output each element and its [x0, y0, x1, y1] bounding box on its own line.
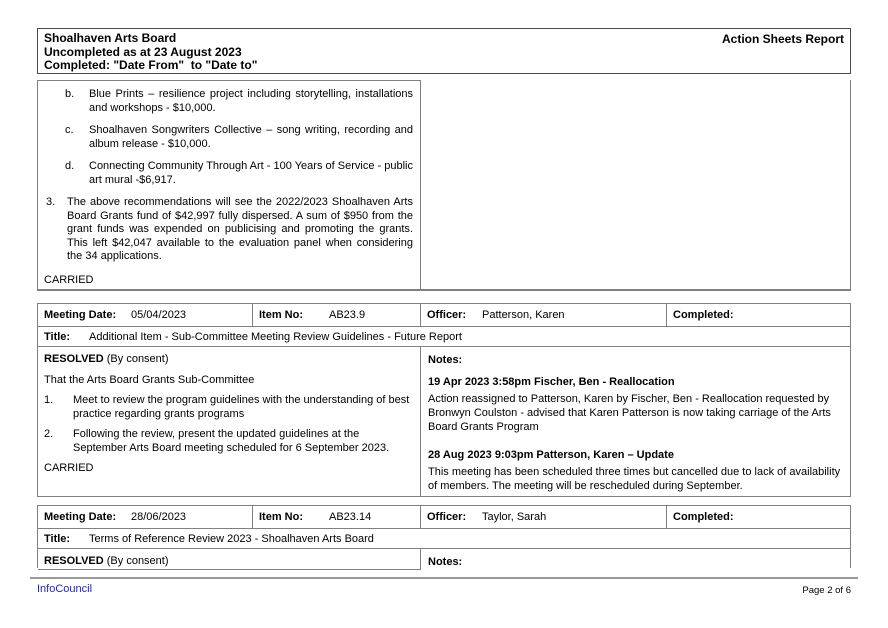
resolved-line — [44, 353, 413, 367]
officer-label: Officer: — [427, 511, 467, 523]
resolution-notes-row — [38, 347, 850, 497]
officer-label: Officer: — [427, 309, 467, 321]
list-item — [65, 124, 413, 151]
meeting-date-label: Meeting Date: — [44, 309, 117, 321]
officer-cell — [421, 506, 667, 528]
resolution-continuation-cell — [38, 80, 421, 289]
notes-label: Notes: — [428, 556, 463, 568]
note-heading: 28 Aug 2023 9:03pm Patterson, Karen – Update — [428, 449, 674, 461]
continuation-section — [37, 80, 851, 291]
meeting-date-cell — [38, 304, 253, 326]
list-item-text: Blue Prints – resilience project including storytelling, installations and workshops - $10,000. — [89, 88, 413, 114]
item-no-value: AB23.14 — [329, 511, 372, 523]
report-header-box — [37, 28, 851, 74]
report-title: Action Sheets Report — [721, 32, 844, 46]
completed-cell — [667, 304, 850, 326]
notes-continuation-cell — [421, 80, 850, 289]
note-body: This meeting has been scheduled three times but cancelled due to lack of availability of members. The meeting will be rescheduled during September. — [428, 466, 841, 492]
list-item-text: Shoalhaven Songwriters Collective – song writing, recording and album release - $10,000. — [89, 124, 413, 150]
report-completed-line: Completed: "Date From" to "Date to" — [44, 58, 258, 72]
meeting-header-row — [38, 304, 850, 327]
resolution-notes-row — [38, 549, 850, 570]
infocouncil-link[interactable]: InfoCouncil — [37, 583, 93, 595]
by-consent-label: (By consent) — [106, 353, 169, 365]
list-item-text: The above recommendations will see the 2022/2023 Shoalhaven Arts Board Grants fund of $42,997 fully dispersed. A sum of $950 from the grant funds was expended on publicising and promoting the grants. This left $42,047 available to the evaluation panel when considering the 34 applications. — [67, 196, 413, 262]
completed-label: Completed: — [673, 511, 734, 523]
report-status-line: Uncompleted as at 23 August 2023 — [44, 44, 242, 59]
meeting-date-value: 28/06/2023 — [131, 511, 187, 523]
item-no-label: Item No: — [259, 511, 303, 523]
resolution-item — [44, 394, 413, 421]
list-item — [46, 196, 413, 264]
note-body: Action reassigned to Patterson, Karen by Fischer, Ben - Reallocation requested by Bronwyn Coulston - advised that Karen Patterson is now taking carriage of the Arts Board Grants Program — [428, 393, 831, 433]
list-item-text: Connecting Community Through Art - 100 Years of Service - public art mural -$6,917. — [89, 160, 413, 186]
resolved-label: RESOLVED — [44, 555, 104, 567]
resolution-intro: That the Arts Board Grants Sub-Committee — [44, 373, 255, 386]
resolution-cell — [38, 549, 421, 570]
list-marker: b. — [65, 88, 75, 100]
list-marker: c. — [65, 124, 74, 136]
title-row — [38, 327, 850, 347]
list-item — [65, 88, 413, 115]
list-marker: d. — [65, 160, 75, 172]
note-heading: 19 Apr 2023 3:58pm Fischer, Ben - Reallocation — [428, 376, 675, 388]
action-item-table-1 — [37, 303, 851, 497]
title-label: Title: — [44, 330, 71, 343]
completed-cell — [667, 506, 850, 528]
board-name: Shoalhaven Arts Board — [44, 31, 177, 45]
meeting-date-value: 05/04/2023 — [131, 309, 187, 321]
page-number: Page 2 of 6 — [802, 585, 851, 596]
resolution-cell — [38, 347, 421, 497]
title-row — [38, 529, 850, 549]
action-item-table-2 — [37, 505, 851, 568]
resolved-line — [44, 555, 413, 569]
officer-value: Patterson, Karen — [482, 309, 565, 321]
completed-label: Completed: — [673, 309, 734, 321]
item-no-cell — [253, 506, 421, 528]
title-value: Terms of Reference Review 2023 - Shoalhaven Arts Board — [89, 532, 374, 545]
meeting-date-cell — [38, 506, 253, 528]
item-no-label: Item No: — [259, 309, 303, 321]
officer-value: Taylor, Sarah — [482, 511, 547, 523]
footer-divider — [30, 577, 858, 579]
list-marker: 3. — [46, 196, 56, 208]
item-no-cell — [253, 304, 421, 326]
carried-status: CARRIED — [44, 462, 94, 474]
by-consent-label: (By consent) — [106, 555, 169, 567]
item-no-value: AB23.9 — [329, 309, 366, 321]
resolution-item-text: Following the review, present the updated guidelines at the September Arts Board meeting scheduled for 6 September 2023. — [73, 428, 390, 454]
resolution-item — [44, 428, 413, 455]
meeting-date-label: Meeting Date: — [44, 511, 117, 523]
officer-cell — [421, 304, 667, 326]
meeting-header-row — [38, 506, 850, 529]
notes-cell — [421, 549, 850, 570]
title-value: Additional Item - Sub-Committee Meeting Review Guidelines - Future Report — [89, 330, 462, 343]
resolved-label: RESOLVED — [44, 353, 104, 365]
resolution-item-text: Meet to review the program guidelines with the understanding of best practice regarding grants programs — [73, 394, 410, 420]
carried-status: CARRIED — [44, 273, 94, 286]
list-item — [65, 160, 413, 187]
notes-cell — [421, 347, 850, 497]
list-marker: 1. — [44, 394, 54, 406]
list-marker: 2. — [44, 428, 54, 440]
title-label: Title: — [44, 532, 71, 545]
notes-label: Notes: — [428, 354, 463, 366]
